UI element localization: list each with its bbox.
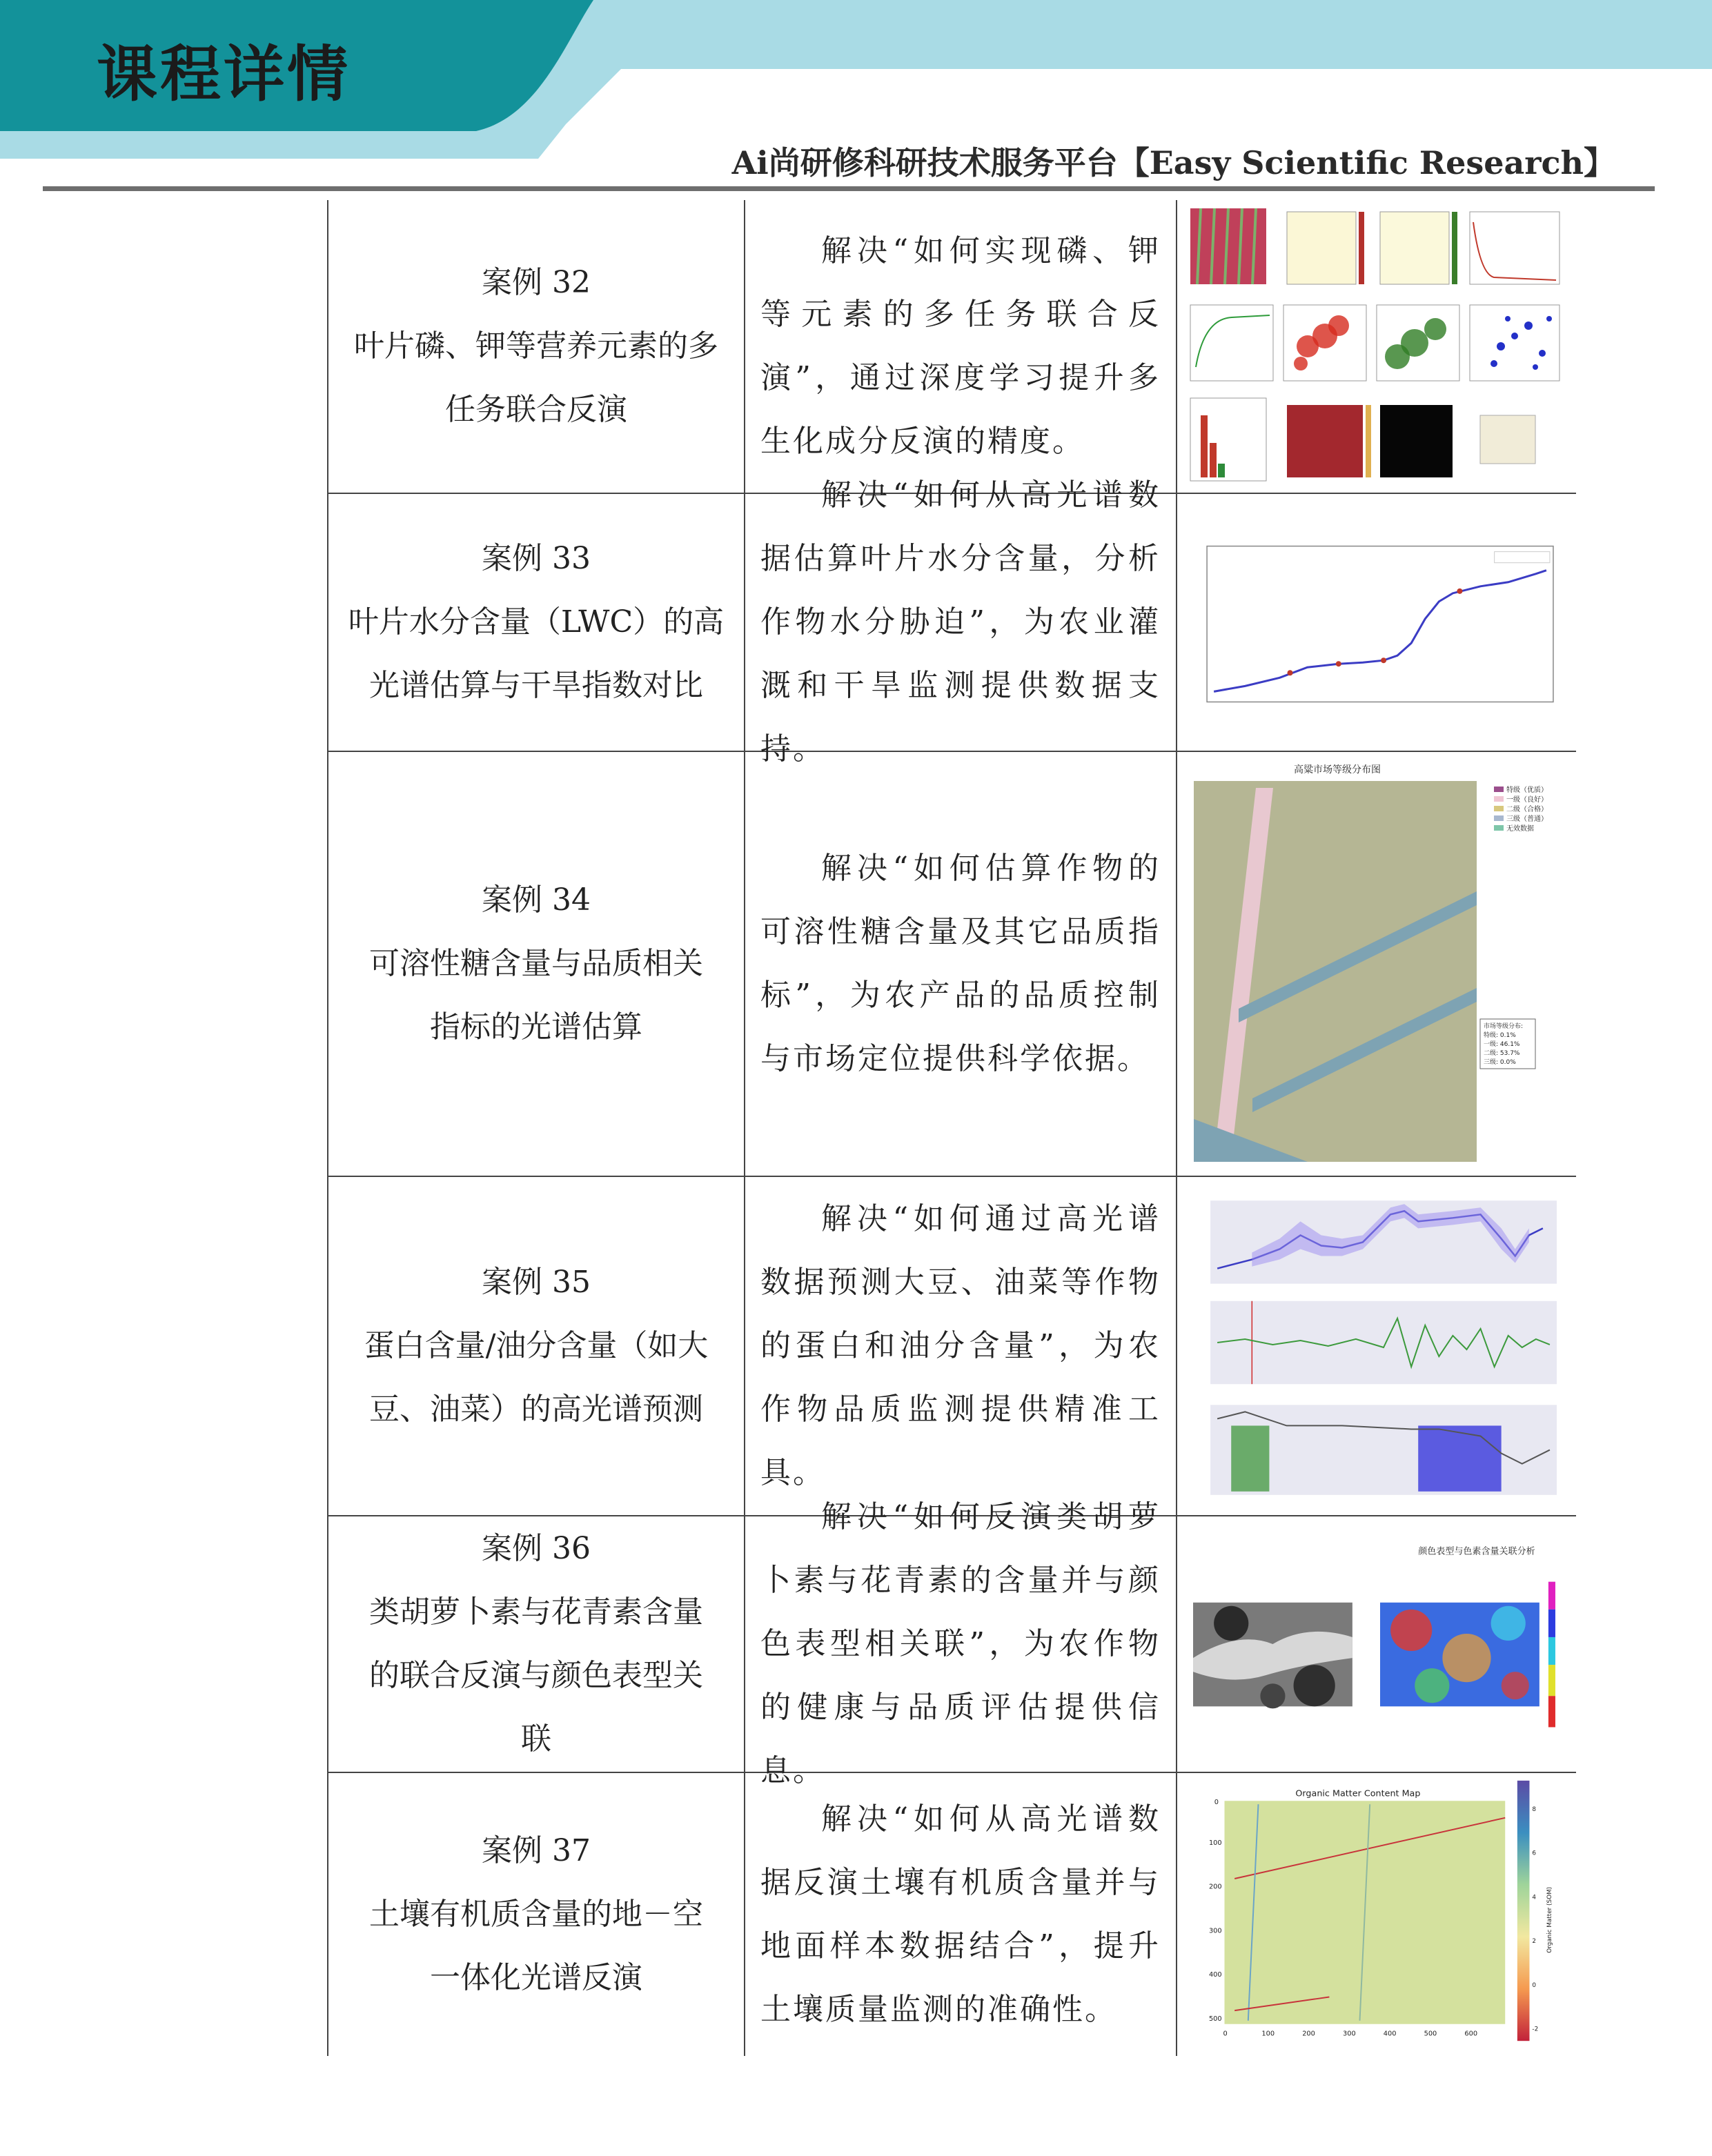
case-figure-cell [1177,1773,1576,2056]
case-name-cell [327,200,745,493]
case-title-line: 任务联合反演 [445,392,627,427]
case-row [327,1177,1576,1516]
x-tick: 100 [1261,2030,1275,2038]
legend-entry: 二级（合格） [1506,806,1548,813]
case-title-line: 一体化光谱反演 [430,1960,642,1995]
case-figure-cell [1177,494,1576,751]
case-figure-cell [1177,200,1576,493]
colorbar-tick: -2 [1532,2026,1539,2033]
case-description: 解决“如何实现磷、钾等元素的多任务联合反演”，通过深度学习提升多生化成分反演的精度。 [760,233,1161,459]
y-tick: 200 [1208,1883,1222,1891]
case-title-line: 类胡萝卜素与花青素含量 [369,1594,703,1630]
case-title-line: 联 [521,1721,551,1757]
case-title-line: 豆、油菜）的高光谱预测 [369,1392,703,1427]
figure-title: 高粱市场等级分布图 [1294,764,1381,775]
figure-title: Organic Matter Content Map [1295,1788,1421,1799]
case-name-cell [327,1177,745,1515]
case-row [327,752,1576,1177]
case-number: 案例 35 [482,1265,591,1300]
multitask-results-figure [1190,208,1564,484]
case-row [327,477,1576,767]
colorbar-tick: 4 [1532,1894,1537,1901]
y-tick: 100 [1208,1839,1222,1847]
case-description-cell [745,477,1177,767]
pigment-color-figure [1190,1525,1564,1763]
legend-entry: 三级（普通） [1506,815,1548,823]
section-title: 课程详情 [97,39,351,110]
x-tick: 500 [1424,2030,1437,2038]
x-tick: 600 [1464,2030,1478,2038]
case-name-cell [327,1773,745,2056]
case-description: 解决“如何从高光谱数据估算叶片水分含量，分析作物水分胁迫”，为农业灌溉和干旱监测提供数据支持。 [760,477,1161,767]
case-title-line: 可溶性糖含量与品质相关 [369,946,703,981]
case-description-cell [745,752,1177,1176]
legend [1494,785,1548,833]
case-name-cell [327,1516,745,1772]
x-tick: 400 [1383,2030,1397,2038]
case-row [327,1499,1576,1788]
case-title-line: 叶片水分含量（LWC）的高 [348,604,725,640]
leaf-spectrum-figure [1190,502,1564,742]
case-description: 解决“如何从高光谱数据反演土壤有机质含量并与地面样本数据结合”，提升土壤质量监测的准确性。 [760,1801,1161,2027]
legend-entry: 特级（优质） [1506,787,1548,794]
case-row [327,1773,1576,2056]
case-description: 解决“如何反演类胡萝卜素与花青素的含量并与颜色表型相关联”，为农作物的健康与品质评估提供信息。 [760,1499,1161,1788]
case-number: 案例 32 [482,265,591,300]
case-title-line: 叶片磷、钾等营养元素的多 [354,328,718,364]
case-figure-cell [1177,1177,1576,1515]
x-tick: 300 [1343,2030,1356,2038]
stats-line: 三级: 0.0% [1484,1059,1516,1066]
case-title-line: 光谱估算与干旱指数对比 [369,668,703,703]
colorbar-label: Organic Matter (SOM) [1546,1886,1553,1953]
case-number: 案例 34 [482,882,591,918]
y-tick: 500 [1208,2015,1222,2023]
case-title-line: 蛋白含量/油分含量（如大 [364,1328,709,1363]
colorbar-tick: 6 [1532,1850,1537,1857]
y-tick: 400 [1208,1971,1222,1979]
case-description-cell [745,200,1177,493]
header-divider [43,186,1655,191]
organic-matter-map [1190,1777,1564,2048]
colorbar-tick: 2 [1532,1938,1537,1946]
stats-line: 一级: 46.1% [1484,1041,1520,1048]
case-figure-cell [1177,752,1576,1176]
case-row [327,200,1576,494]
colorbar-tick: 0 [1532,1981,1537,1989]
case-table [327,200,1576,2056]
stats-line: 市场等级分布: [1484,1023,1524,1030]
y-tick: 300 [1208,1927,1222,1935]
case-name-cell [327,494,745,751]
case-number: 案例 36 [482,1531,591,1566]
case-description: 解决“如何估算作物的可溶性糖含量及其它品质指标”，为农产品的品质控制与市场定位提供科学依据。 [760,851,1161,1076]
x-tick: 0 [1223,2030,1228,2038]
case-title-line: 土壤有机质含量的地－空 [369,1897,703,1932]
case-name-cell [327,752,745,1176]
y-tick: 0 [1214,1799,1219,1807]
legend-entry: 无效数据 [1506,825,1534,833]
sorghum-grade-map [1190,760,1564,1167]
case-title-line: 指标的光谱估算 [430,1009,642,1045]
case-description-cell [745,1177,1177,1515]
platform-name: Ai尚研修科研技术服务平台【Easy Scientific Research】 [731,144,1615,181]
case-number: 案例 33 [482,541,591,576]
case-description: 解决“如何通过高光谱数据预测大豆、油菜等作物的蛋白和油分含量”，为农作物品质监测提供精准工具。 [760,1201,1161,1490]
protein-oil-spectra-figure [1190,1185,1564,1507]
case-title-line: 的联合反演与颜色表型关 [369,1658,703,1693]
case-description-cell [745,1773,1177,2056]
case-description-cell [745,1499,1177,1788]
case-number: 案例 37 [482,1833,591,1868]
case-figure-cell [1177,1516,1576,1772]
legend-entry: 一级（良好） [1506,796,1548,804]
x-tick: 200 [1302,2030,1315,2038]
figure-title: 颜色表型与色素含量关联分析 [1418,1546,1535,1557]
colorbar-tick: 8 [1532,1806,1537,1813]
stats-line: 二级: 53.7% [1484,1050,1520,1057]
stats-line: 特级: 0.1% [1484,1032,1516,1039]
